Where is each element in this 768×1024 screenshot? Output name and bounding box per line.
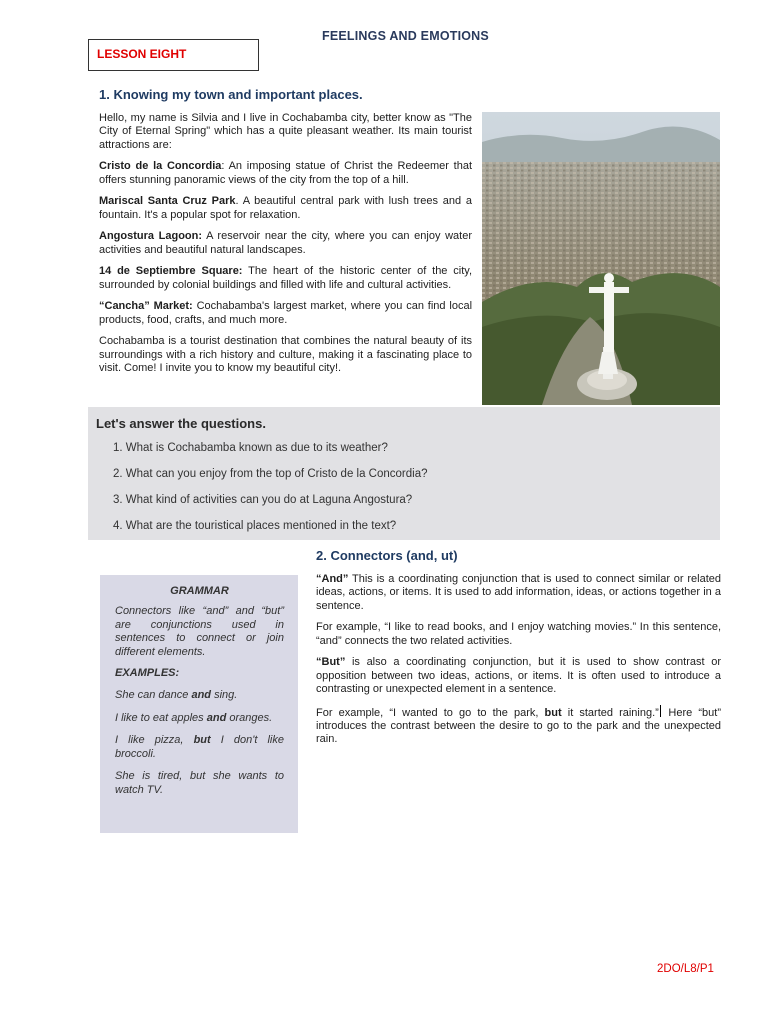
section-1-text: [99, 112, 472, 383]
document-title: FEELINGS AND EMOTIONS: [322, 29, 489, 43]
examples-label: EXAMPLES:: [115, 667, 180, 679]
but-definition: is also a coordinating conjunction, but it is used to show contrast or opposition between two ideas, actions, or items. It is often used to introduce a contrasting or unexpected element in a sentence.: [316, 656, 721, 695]
but-example-part: it started raining.”: [561, 706, 659, 719]
grammar-box: [100, 575, 298, 833]
questions-list: [113, 442, 428, 546]
question-item: 1. What is Cochabamba known as due to its weather?: [113, 442, 388, 454]
attraction-separator: .: [235, 195, 243, 208]
example-part: oranges.: [226, 711, 273, 724]
attraction-paragraph: [99, 300, 472, 327]
example-part: I like to eat apples: [115, 711, 207, 724]
but-example-connector: but: [544, 706, 562, 719]
example-connector: and: [206, 711, 227, 724]
question-item: 2. What can you enjoy from the top of Cristo de la Concordia?: [113, 468, 428, 480]
attraction-paragraph: [99, 160, 472, 187]
attraction-text: Cochabamba's largest market, where you can find local products, food, crafts, and much more.: [99, 300, 473, 326]
grammar-example: [115, 689, 284, 703]
but-example-paragraph: [316, 705, 721, 747]
and-example-paragraph: For example, “I like to read books, and I enjoy watching movies.” In this sentence, “and” connects the two related activities.: [316, 621, 721, 647]
attraction-text: An imposing statue of Christ the Redeemer that offers stunning panoramic views of the city from the top of a hill.: [99, 160, 472, 186]
connectors-text: [316, 573, 721, 755]
questions-heading: Let's answer the questions.: [96, 416, 266, 431]
attraction-name: “Cancha” Market:: [99, 300, 193, 313]
and-term: “And”: [316, 573, 349, 585]
question-item: 4. What are the touristical places mentioned in the text?: [113, 520, 397, 532]
city-photo: [482, 112, 720, 405]
grammar-example: [115, 712, 284, 726]
and-definition: This is a coordinating conjunction that is used to connect similar or related ideas, actions, or items. It is used to add information, ideas, or actions together in a sentence.: [316, 573, 721, 612]
attraction-paragraph: [99, 265, 472, 292]
attraction-name: 14 de Septiembre Square:: [99, 265, 243, 278]
intro-paragraph: Hello, my name is Silvia and I live in Cochabamba city, better know as "The City of Eternal Spring" which has a quite pleasant weather. Its main tourist attractions are:: [99, 112, 472, 151]
page-code: 2DO/L8/P1: [657, 963, 714, 975]
question-item: 3. What kind of activities can you do at Laguna Angostura?: [113, 494, 413, 506]
but-term: “But”: [316, 656, 346, 669]
attraction-name: Cristo de la Concordia: [99, 160, 222, 173]
grammar-title: GRAMMAR: [170, 585, 229, 597]
grammar-text: Connectors like “and” and “but” are conjunctions used in sentences to connect or join different elements.: [115, 605, 284, 658]
attraction-name: Angostura Lagoon:: [99, 230, 203, 243]
attraction-text: The heart of the historic center of the city, surrounded by colonial buildings and filled with life and cultural activities.: [99, 265, 473, 291]
example-part: I like pizza,: [115, 734, 194, 746]
attraction-separator: :: [221, 160, 229, 173]
example-part: sing.: [211, 689, 238, 701]
but-paragraph: [316, 656, 721, 696]
attraction-paragraph: [99, 230, 472, 257]
lesson-label: LESSON EIGHT: [97, 47, 187, 61]
example-connector: and: [191, 689, 212, 701]
attraction-paragraph: [99, 195, 472, 222]
section-1-heading: 1. Knowing my town and important places.: [99, 87, 363, 102]
closing-paragraph: Cochabamba is a tourist destination that combines the natural beauty of its surroundings with a rich history and culture, making it a fascinating place to visit. Come! I invite you to know my beautiful city!.: [99, 335, 472, 374]
example-part: I don't like broccoli.: [115, 734, 284, 760]
example-connector: but: [193, 734, 211, 746]
lesson-label-box: [88, 39, 259, 71]
but-example-part: Here “but” introduces the contrast between the desire to go to the park and the unexpected rain.: [316, 706, 721, 746]
attraction-text: A reservoir near the city, where you can enjoy water activities and beautiful natural landscapes.: [99, 230, 472, 256]
section-2-heading: 2. Connectors (and, ut): [316, 548, 458, 563]
grammar-example: [115, 770, 284, 797]
example-part: She is tired, but she wants to watch TV.: [115, 770, 284, 796]
example-part: She can dance: [115, 689, 192, 701]
grammar-example: [115, 734, 284, 761]
attraction-text: A beautiful central park with lush trees and a fountain. It's a popular spot for relaxation.: [99, 195, 472, 221]
and-paragraph: [316, 573, 721, 613]
questions-panel: [88, 407, 720, 540]
but-example-part: For example, “I wanted to go to the park,: [316, 706, 545, 719]
attraction-name: Mariscal Santa Cruz Park: [99, 195, 236, 208]
